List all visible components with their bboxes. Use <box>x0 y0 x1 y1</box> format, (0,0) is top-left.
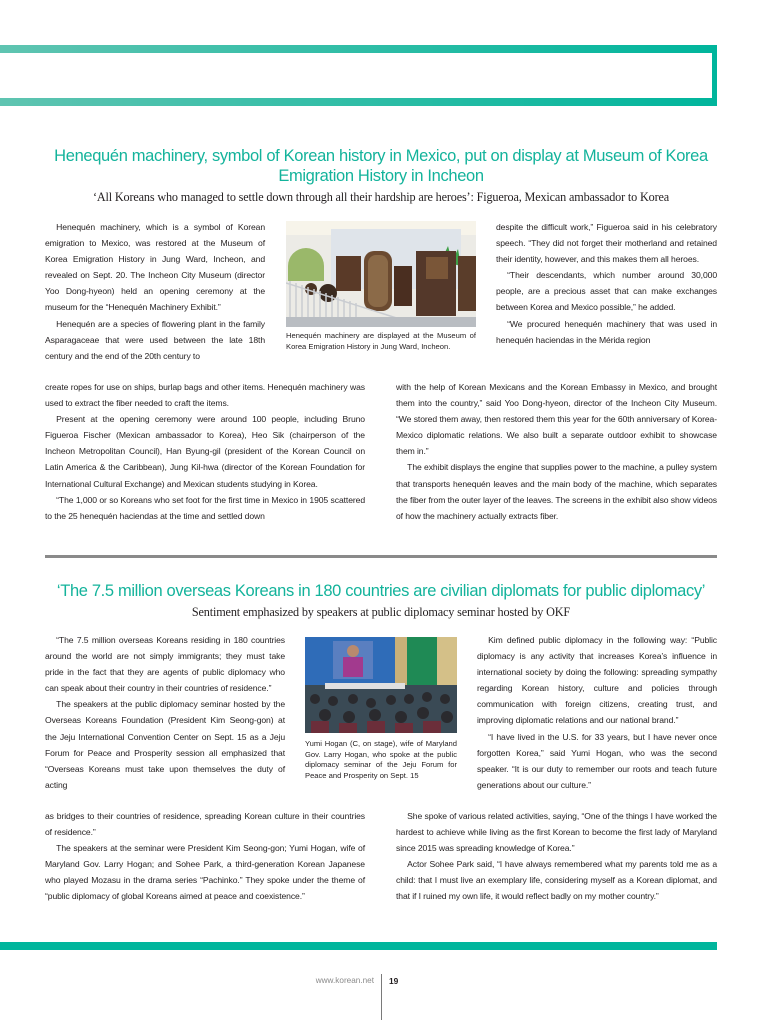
header-bar-right <box>712 45 717 106</box>
header-frame <box>0 45 717 77</box>
footer-bar <box>0 942 717 950</box>
article1-deck: ‘All Koreans who managed to settle down through all their hardship are heroes’: Figueroa, Mexican ambassador to Korea <box>92 190 670 204</box>
paragraph: Henequén machinery, which is a symbol of Korean emigration to Mexico, was restored at the Museum of Korea Emigration History in Jung Ward, Incheon, and revealed on Sept. 20. The Incheon City Museum (director Yoo Dong-hyeon) held an opening ceremony at the museum for the “Henequén Machinery Exhibit.” <box>45 222 265 313</box>
paragraph: despite the difficult work,” Figueroa said in his celebratory speech. “They did not forget their motherland and retained their identity, however, and this makes them all heroes. <box>496 222 717 265</box>
paragraph: create ropes for use on ships, burlap bags and other items. Henequén machinery was used to extract the fiber needed to craft the items. <box>45 382 365 409</box>
article2-col-right <box>477 632 717 793</box>
header-bar-top <box>0 45 717 53</box>
seminar-photo <box>305 637 457 733</box>
article1-headline <box>30 146 732 186</box>
paragraph: “The 1,000 or so Koreans who set foot for the first time in Mexico in 1905 scattered to the 25 henequén haciendas at the time and settled down <box>45 494 365 521</box>
photo-illustration-icon <box>305 637 457 733</box>
article1-col-left <box>45 219 265 364</box>
paragraph: The speakers at the seminar were President Kim Seong-gon; Yumi Hogan, wife of Maryland Gov. Larry Hogan; and Sohee Park, a third-generation Korean Japanese who played Mozasu in the drama series “Pachinko.” They spoke under the theme of “public diplomacy of global Koreans aimed at peace and coexistence.” <box>45 843 365 902</box>
article1-headline-line1: Henequén machinery, symbol of Korean history in Mexico, put on display at Museum of Korea <box>54 147 708 165</box>
paragraph: Present at the opening ceremony were around 100 people, including Bruno Figueroa Fischer (Mexican ambassador to Korea), Heo Sik (chairperson of the Incheon Metropolitan Council), Han Byung-gil (president of the Korean Council on Latin America & the Caribbean), Jung Kil-hwa (director of the Korean Foundation for International Cultural Exchange) and Mexican students studying in Korea. <box>45 414 365 489</box>
paragraph: “The 7.5 million overseas Koreans residing in 180 countries around the world are not simply immigrants; they must take pride in the fact that they are agents of public diplomacy who can speak about their country in their countries of residence.” <box>45 635 285 694</box>
paragraph: The speakers at the public diplomacy seminar hosted by the Overseas Koreans Foundation (President Kim Seong-gon) at the Jeju International Convention Center on Sept. 15 as a Jeju Forum for Peace and Prosperity session all emphasized that “Overseas Koreans must take upon themselves the duty of acting <box>45 699 285 790</box>
henequen-machinery-photo <box>286 221 476 327</box>
paragraph: “I have lived in the U.S. for 33 years, but I have never once forgotten Korea,” said Yumi Hogan, who was the second speaker. “It is our duty to remember our roots and teach future generations about our culture.” <box>477 731 717 790</box>
article1-col-right <box>496 219 717 348</box>
header-bar-bottom <box>0 98 717 106</box>
paragraph: Kim defined public diplomacy in the following way: “Public diplomacy is any activity that increases Korea’s influence in international society by doing the following: spreading sympathy regarding Korean history, culture and policies through communication with foreign citizens, creating trust, and improving diplomatic relations and our national brand.” <box>477 635 717 726</box>
article1-col-left-bottom <box>45 379 365 524</box>
footer-url[interactable]: www.korean.net <box>315 976 374 985</box>
paragraph: The exhibit displays the engine that supplies power to the machine, a pulley system that transports henequén leaves and the main body of the machine, which separates the fiber from the outer layer of the leaves. The screens in the exhibit also show videos of how the machinery actually extracts fiber. <box>396 462 717 521</box>
paragraph: “We procured henequén machinery that was used in henequén haciendas in the Mérida region <box>496 318 717 345</box>
article1-headline-line2: Emigration History in Incheon <box>278 167 484 185</box>
paragraph: Actor Sohee Park said, “I have always remembered what my parents told me as a child: that I must live an exemplary life, considering myself as a Korean diplomat, and that if I ruined my own life, it would reflect badly on my mother country.” <box>396 859 717 902</box>
paragraph: as bridges to their countries of residence, spreading Korean culture in their countries of residence.” <box>45 811 365 838</box>
page-number: 19 <box>389 976 399 986</box>
photo-illustration-icon <box>286 221 476 327</box>
paragraph: with the help of Korean Mexicans and the Korean Embassy in Mexico, and brought them into the country,” said Yoo Dong-hyeon, director of the Incheon City Museum. “We stored them away, then restored them this year for the 60th anniversary of Korea-Mexico diplomatic relations. We also built a separate outdoor exhibit to showcase them in.” <box>396 382 717 457</box>
section-divider <box>45 555 717 558</box>
article2-deck: Sentiment emphasized by speakers at public diplomacy seminar hosted by OKF <box>191 605 571 619</box>
paragraph: She spoke of various related activities, saying, “One of the things I have worked the hardest to achieve while living as the first Korean to become the first lady of Maryland since 2015 was spreading knowledge of Korea.” <box>396 811 717 854</box>
paragraph: “Their descendants, which number around 30,000 people, are a precious asset that can make exchanges between Korea and Mexico possible,” he added. <box>496 270 717 313</box>
footer-separator <box>381 974 382 1020</box>
article2-headline: ‘The 7.5 million overseas Koreans in 180 countries are civilian diplomats for public diplomacy’ <box>56 582 706 600</box>
paragraph: Henequén are a species of flowering plant in the family Asparagaceae that were used between the late 18th century and the end of the 20th century to <box>45 318 265 361</box>
article2-col-left <box>45 632 285 793</box>
article1-photo-caption: Henequén machinery are displayed at the Museum of Korea Emigration History in Jung Ward, Incheon. <box>286 331 476 351</box>
article2-col-right-bottom <box>396 808 717 905</box>
article2-col-left-bottom <box>45 808 365 905</box>
article1-col-right-bottom <box>396 379 717 524</box>
article2-photo-caption: Yumi Hogan (C, on stage), wife of Maryland Gov. Larry Hogan, who spoke at the public diplomacy seminar of the Jeju Forum for Peace and Prosperity on Sept. 15 <box>305 739 457 780</box>
